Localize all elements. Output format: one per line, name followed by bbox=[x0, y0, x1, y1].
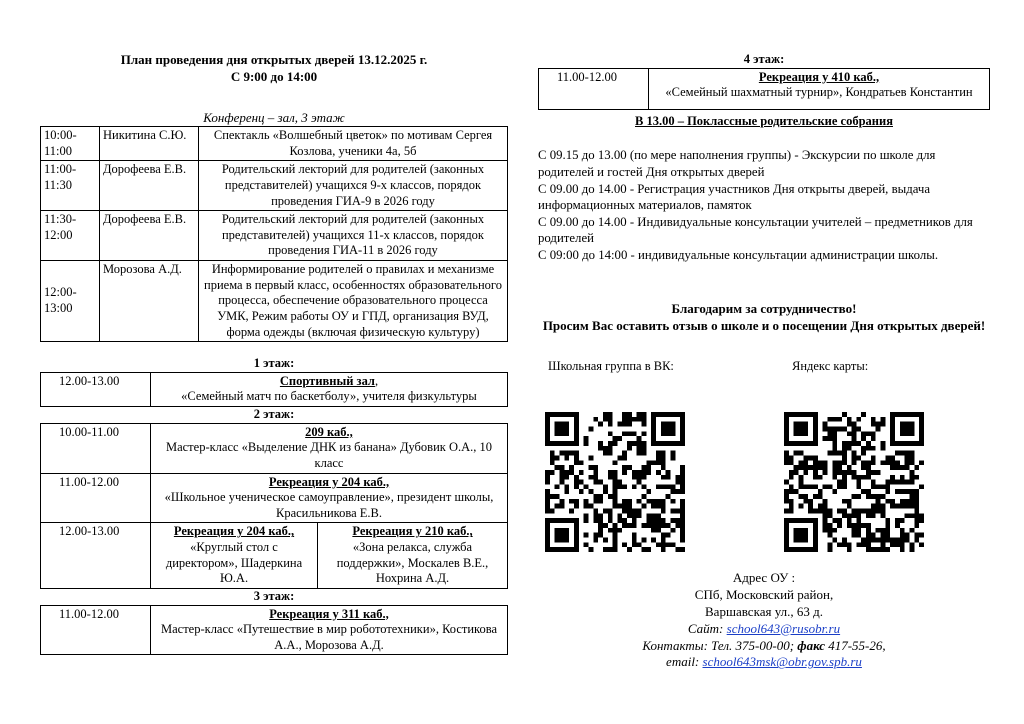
fax-text: 417-55-26, bbox=[828, 637, 886, 653]
desc-cell bbox=[151, 605, 508, 655]
table-row bbox=[41, 473, 508, 523]
name-cell: Дорофеева Е.В. bbox=[100, 161, 199, 211]
contacts-label: Контакты: bbox=[642, 637, 708, 653]
place-suffix: , bbox=[374, 373, 379, 388]
vk-qr-code-icon[interactable] bbox=[545, 412, 685, 552]
name-cell: Морозова А.Д. bbox=[100, 261, 199, 342]
desc-cell: Родительский лекторий для родителей (законных представителей) учащихся 11-х классов, порядок проведения ГИА-11 в 2026 году bbox=[199, 211, 508, 261]
time-cell: 12.00-13.00 bbox=[41, 523, 151, 589]
table-row bbox=[41, 605, 508, 655]
email-label: email: bbox=[666, 654, 700, 670]
address-label: Адрес ОУ : bbox=[732, 570, 796, 585]
conference-table bbox=[40, 126, 508, 342]
parent-meeting-note: В 13.00 – Поклассные родительские собрания bbox=[635, 113, 893, 128]
floor4-table bbox=[538, 68, 990, 110]
document-title bbox=[40, 52, 508, 86]
phone-text: Тел. 375-00-00; bbox=[711, 637, 795, 653]
time-cell: 11:30-12:00 bbox=[41, 211, 100, 261]
time-cell: 12.00-13.00 bbox=[41, 372, 151, 406]
qr-labels bbox=[538, 359, 990, 379]
place-label: Рекреация у 311 каб., bbox=[269, 606, 389, 621]
event-desc: Мастер-класс «Выделение ДНК из банана» Дубовик О.А., 10 класс bbox=[165, 440, 493, 470]
desc-cell-left bbox=[151, 523, 318, 589]
table-row bbox=[41, 372, 508, 406]
place-label: Рекреация у 410 каб., bbox=[758, 69, 880, 84]
right-column bbox=[538, 52, 990, 379]
event-desc: «Школьное ученическое самоуправление», президент школы, Красильникова Е.В. bbox=[164, 490, 494, 520]
name-cell: Дорофеева Е.В. bbox=[100, 211, 199, 261]
desc-cell bbox=[151, 423, 508, 473]
time-cell: 12:00-13:00 bbox=[41, 261, 100, 342]
address-line-2: Варшавская ул., 63 д. bbox=[705, 603, 823, 619]
table-row bbox=[41, 127, 508, 161]
floor2-heading: 2 этаж: bbox=[253, 407, 295, 422]
table-row bbox=[41, 423, 508, 473]
desc-cell-right bbox=[318, 523, 508, 589]
yandex-qr-code-icon[interactable] bbox=[784, 412, 924, 552]
info-line: С 09.00 до 14.00 - Регистрация участников Дня открыты дверей, выдача информационных материалов, памяток bbox=[538, 181, 930, 213]
info-line: С 09.00 до 14.00 - Индивидуальные консультации учителей – предметников для родителей bbox=[538, 214, 973, 246]
title-line-2: С 9:00 до 14:00 bbox=[230, 68, 318, 84]
floor4-heading: 4 этаж: bbox=[743, 52, 785, 66]
thanks-line-1: Благодарим за сотрудничество! bbox=[671, 300, 857, 316]
info-block bbox=[538, 147, 990, 263]
place-label: Рекреация у 204 каб., bbox=[173, 524, 295, 539]
time-cell: 11.00-12.00 bbox=[41, 473, 151, 523]
email-link[interactable]: school643msk@obr.gov.spb.ru bbox=[702, 654, 862, 670]
table-row bbox=[41, 523, 508, 589]
time-cell: 11:00-11:30 bbox=[41, 161, 100, 211]
table-row bbox=[539, 68, 990, 109]
place-label: Рекреация у 210 каб., bbox=[352, 524, 473, 539]
desc-cell bbox=[151, 473, 508, 523]
desc-cell: Спектакль «Волшебный цветок» по мотивам Сергея Козлова, ученики 4а, 5б bbox=[199, 127, 508, 161]
floor3-heading: 3 этаж: bbox=[253, 588, 295, 603]
place-label: 209 каб., bbox=[305, 424, 353, 439]
time-cell: 10.00-11.00 bbox=[41, 423, 151, 473]
site-label: Сайт: bbox=[687, 620, 724, 636]
left-column bbox=[40, 52, 508, 655]
event-desc: Мастер-класс «Путешествие в мир робототехники», Костикова А.А., Морозова А.Д. bbox=[160, 622, 498, 652]
table-row bbox=[41, 261, 508, 342]
name-cell: Никитина С.Ю. bbox=[100, 127, 199, 161]
floor3-table bbox=[40, 605, 508, 656]
title-line-1: План проведения дня открытых дверей 13.12.2025 г. bbox=[120, 52, 428, 67]
event-desc: «Семейный матч по баскетболу», учителя физкультуры bbox=[181, 389, 477, 404]
site-link[interactable]: school643@rusobr.ru bbox=[726, 620, 841, 636]
event-desc: «Круглый стол с директором», Шадеркина Ю.А. bbox=[165, 540, 303, 586]
yandex-label: Яндекс карты: bbox=[792, 358, 869, 373]
floor1-heading: 1 этаж: bbox=[253, 356, 295, 371]
desc-cell: Родительский лекторий для родителей (законных представителей) учащихся 9-х классов, порядок проведения ГИА-9 в 2026 году bbox=[199, 161, 508, 211]
table-row bbox=[41, 211, 508, 261]
time-cell: 11.00-12.00 bbox=[539, 68, 649, 109]
place-label: Спортивный зал bbox=[279, 373, 375, 388]
info-line: С 09.15 до 13.00 (по мере наполнения группы) - Экскурсии по школе для родителей и гостей Дня открытых дверей bbox=[538, 148, 936, 179]
time-cell: 10:00-11:00 bbox=[41, 127, 100, 161]
place-label: Рекреация у 204 каб., bbox=[268, 474, 390, 489]
desc-cell bbox=[151, 372, 508, 406]
event-desc: «Семейный шахматный турнир», Кондратьев Константин bbox=[665, 85, 973, 100]
thanks-block bbox=[538, 300, 990, 335]
floor2-table bbox=[40, 423, 508, 589]
address-line-1: СПб, Московский район, bbox=[694, 586, 834, 602]
desc-cell bbox=[649, 68, 990, 109]
vk-label: Школьная группа в ВК: bbox=[548, 358, 674, 373]
address-block bbox=[538, 570, 990, 671]
fax-label: факс bbox=[797, 637, 825, 653]
floor1-table bbox=[40, 372, 508, 407]
desc-cell: Информирование родителей о правилах и механизме приема в первый класс, особенностях образовательного процесса, обеспечение образовательного процесса УМК, Режим работы ОУ и ГПД, организация ВУД, форма одежды (включая физическую культуру) bbox=[199, 261, 508, 342]
time-cell: 11.00-12.00 bbox=[41, 605, 151, 655]
conference-heading: Конференц – зал, 3 этаж bbox=[203, 109, 345, 125]
event-desc: «Зона релакса, служба поддержки», Москалев В.Е., Нохрина А.Д. bbox=[336, 540, 489, 586]
thanks-line-2: Просим Вас оставить отзыв о школе и о посещении Дня открытых дверей! bbox=[542, 318, 986, 334]
info-line: С 09:00 до 14:00 - индивидуальные консультации администрации школы. bbox=[538, 248, 939, 262]
table-row bbox=[41, 161, 508, 211]
